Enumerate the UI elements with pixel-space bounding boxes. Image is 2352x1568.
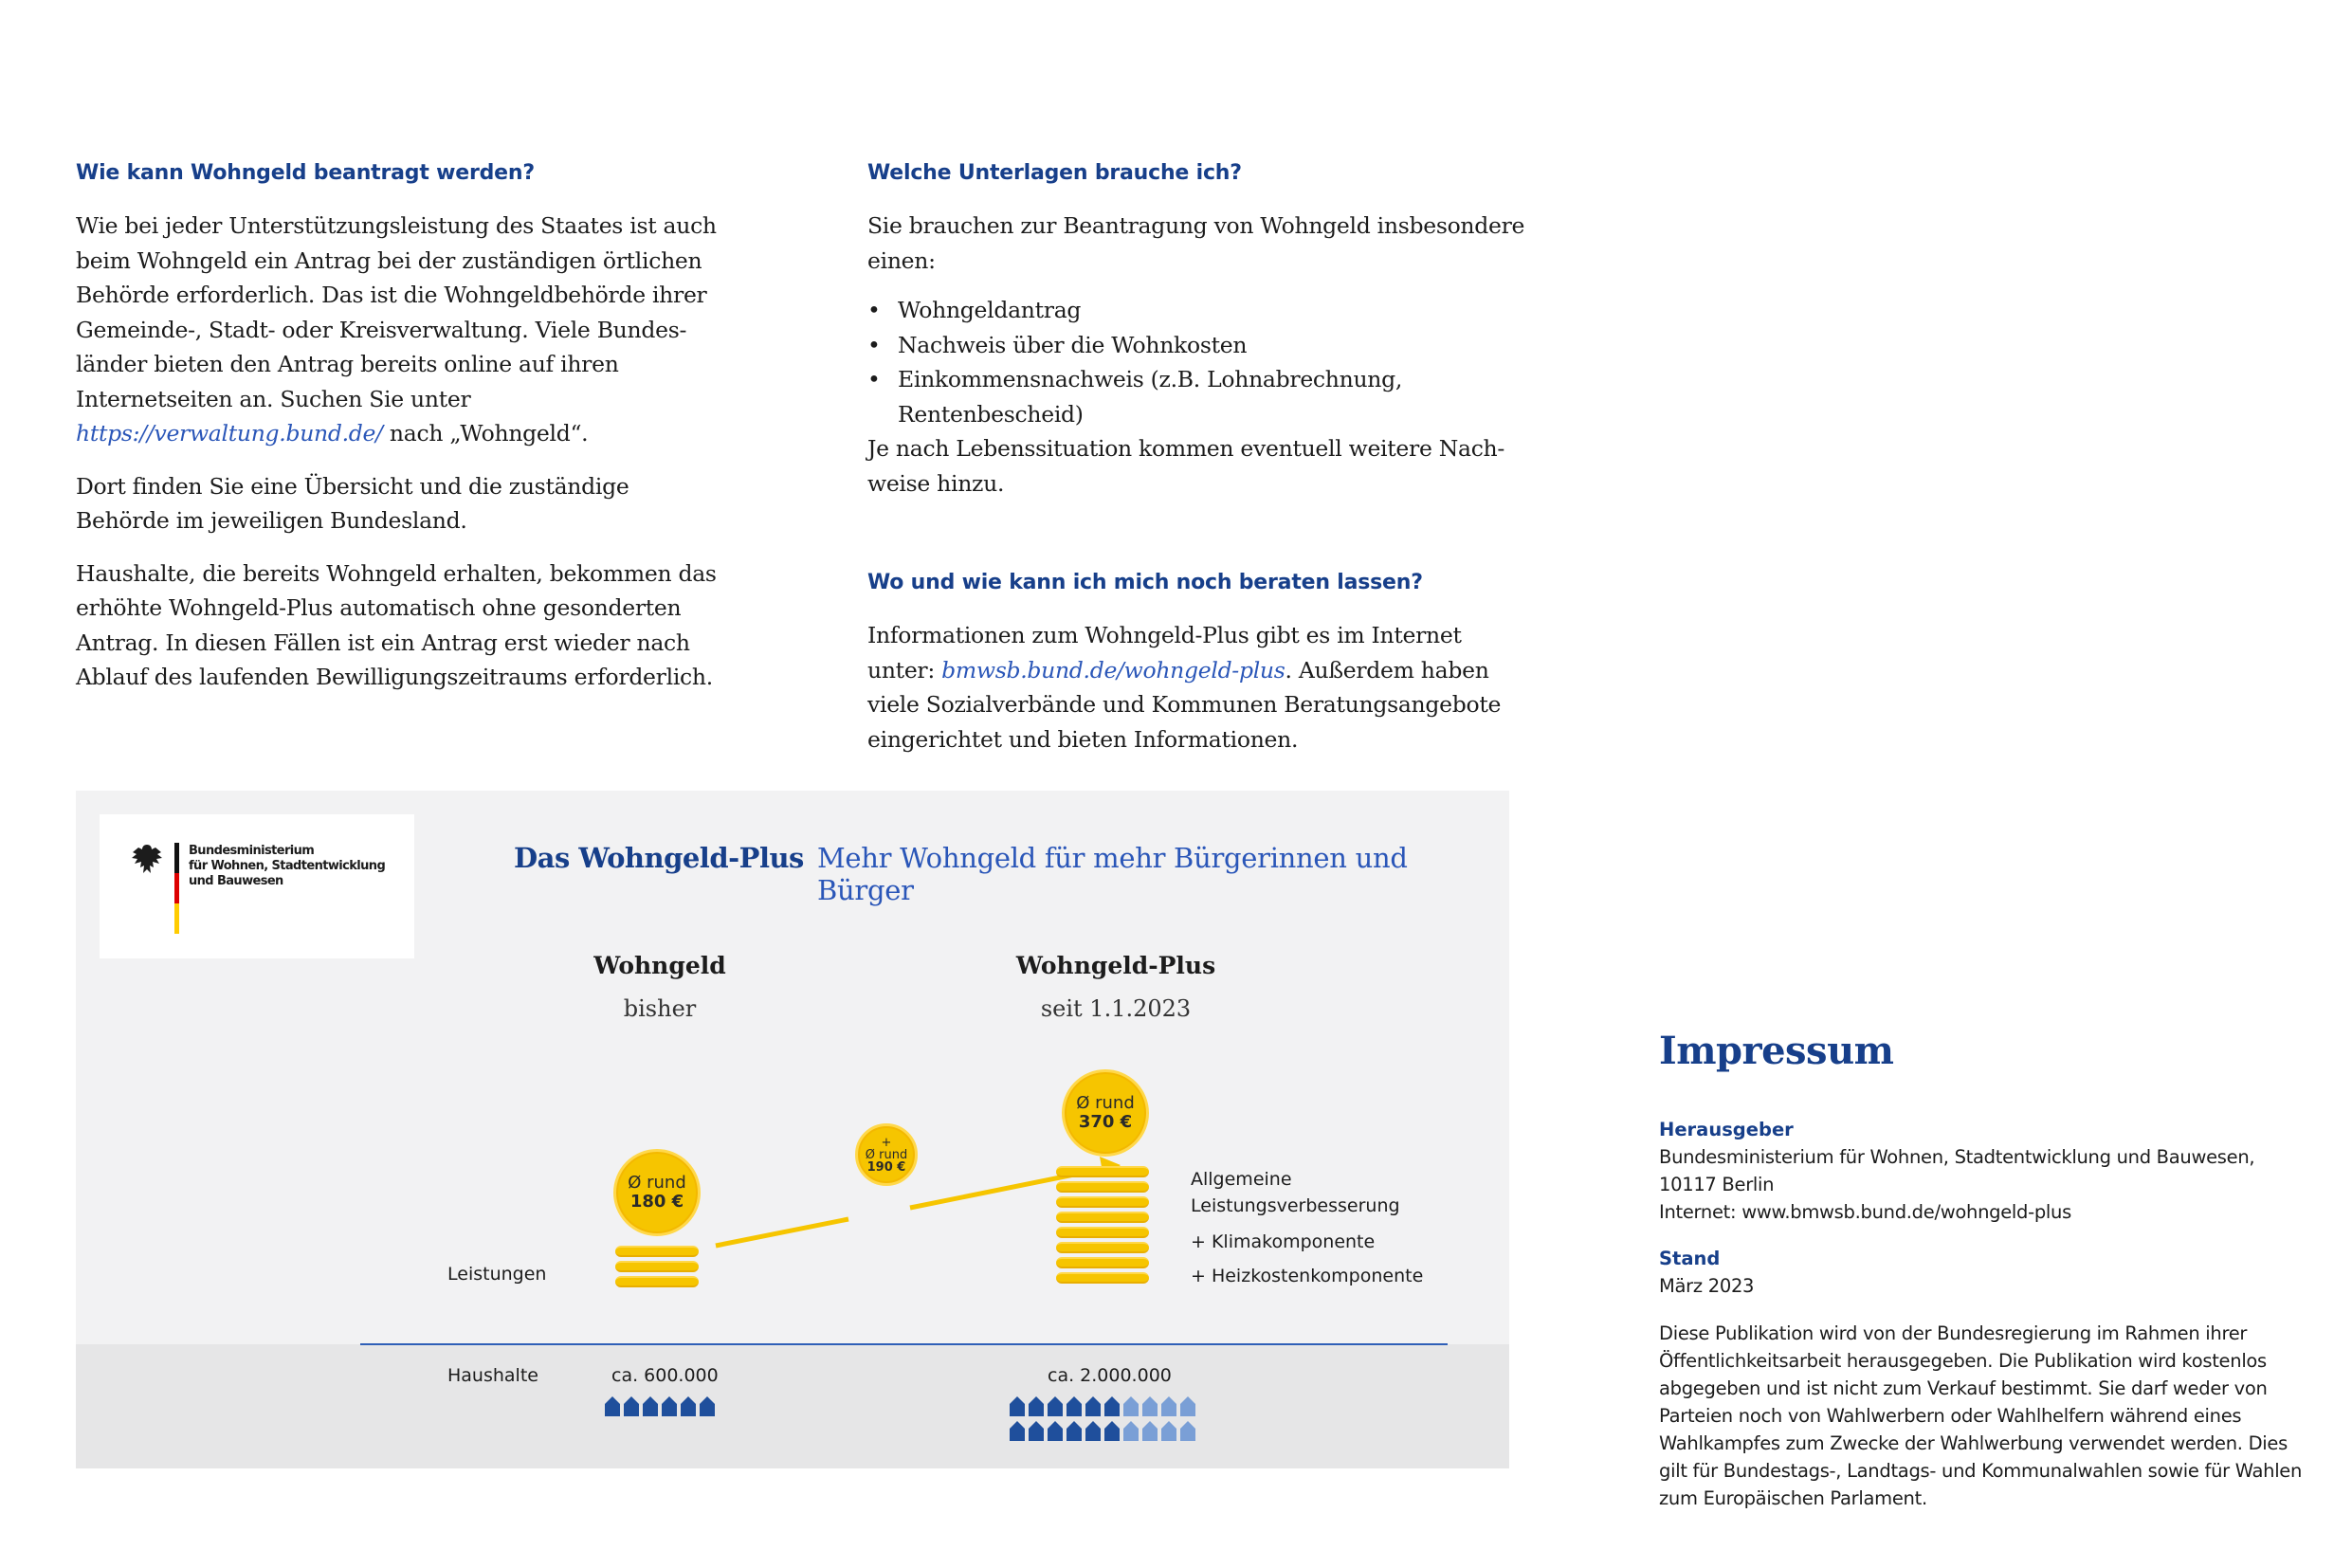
documents-list (867, 293, 1531, 431)
column-heading-wohngeld-plus: Wohngeld-Plus (1015, 952, 1216, 979)
paragraph-automatic: Haushalte, die bereits Wohngeld erhalten, bekommen das erhöhte Wohngeld-Plus automatisch ohne gesonderten Antrag. In diesen Fällen ist ein Antrag erst wieder nach Ablauf des laufenden Bewilligungszeitraums erforderlich. (76, 559, 717, 690)
note-heating: + Heizkostenkomponente (1191, 1266, 1424, 1286)
households-band (76, 1344, 1509, 1468)
column-heading-wohngeld: Wohngeld (593, 952, 726, 979)
left-column (76, 159, 720, 713)
house-icon (1029, 1420, 1044, 1441)
heading-documents: Welche Unterlagen brauche ich? (867, 161, 1242, 185)
house-icon (605, 1395, 620, 1416)
label-leistungen: Leistungen (447, 1264, 547, 1285)
house-icon (1123, 1395, 1139, 1416)
divider-line (360, 1343, 1448, 1345)
paragraph-application-end: nach „Wohngeld“. (382, 420, 589, 447)
bullet: • (867, 297, 881, 323)
house-icon (1142, 1420, 1158, 1441)
heading-application: Wie kann Wohngeld beantragt werden? (76, 161, 535, 185)
house-icon (700, 1395, 715, 1416)
heading-advice: Wo und wie kann ich mich noch beraten lassen? (867, 571, 1423, 594)
paragraph-overview: Dort finden Sie eine Übersicht und die zuständige Behörde im jeweiligen Bundesland. (76, 472, 629, 534)
coin-plus-190: + Ø rund 190 € (855, 1123, 918, 1186)
coin-370: Ø rund 370 € (1062, 1069, 1149, 1157)
paragraph-application-text: Wie bei jeder Unterstützungsleistung des Staates ist auch beim Wohngeld ein Antrag bei der zuständigen örtlichen Behörde erforderlich. Das ist die Wohngeldbehörde ihrer Gemeinde-, Stadt- oder Kreisverwaltung. Viele Bundesländer bieten den Antrag bereits online auf ihren Internetseiten an. Suchen Sie unter (76, 212, 717, 412)
house-icon (1048, 1420, 1063, 1441)
publisher-heading: Herausgeber (1659, 1119, 1794, 1140)
paragraph-advice: Informationen zum Wohngeld-Plus gibt es im Internet unter: bmwsb.bund.de/wohngeld-plus. Außerdem haben viele Sozialverbände und Kommunen Beratungsangebote eingerichtet und bieten Informationen. (867, 622, 1502, 753)
publisher-internet: Internet: www.bmwsb.bund.de/wohngeld-plus (1659, 1201, 2071, 1223)
list-item: • Wohngeldantrag (867, 293, 1531, 328)
eagle-icon (128, 841, 166, 879)
house-icon (1180, 1395, 1195, 1416)
list-item: • Nachweis über die Wohnkosten (867, 328, 1531, 363)
house-icon (1010, 1395, 1025, 1416)
german-flag (174, 843, 179, 934)
house-icon (1085, 1395, 1101, 1416)
ministry-logo (100, 814, 414, 958)
publisher-name: Bundesministerium für Wohnen, Stadtentwicklung und Bauwesen, (1659, 1146, 2255, 1168)
bullet: • (867, 366, 881, 392)
house-icon (662, 1395, 677, 1416)
infographic-subtitle: Mehr Wohngeld für mehr Bürgerinnen und Bürger (817, 842, 1408, 906)
middle-column (867, 159, 1531, 775)
house-icon (1180, 1420, 1195, 1441)
house-icon (1067, 1395, 1082, 1416)
link-bmwsb[interactable]: bmwsb.bund.de/wohngeld-plus (941, 656, 1285, 684)
paragraph-additional-proofs: Je nach Lebenssituation kommen eventuell weitere Nachweise hinzu. (867, 435, 1505, 497)
impressum (1659, 1029, 2313, 1512)
house-icon (1010, 1420, 1025, 1441)
house-icon (643, 1395, 658, 1416)
households-old-count: ca. 600.000 (611, 1365, 719, 1386)
house-icon (1067, 1420, 1082, 1441)
house-icon (1123, 1420, 1139, 1441)
house-icon (1048, 1395, 1063, 1416)
disclaimer: Diese Publikation wird von der Bundesregierung im Rahmen ihrer Öffentlichkeitsarbeit herausgegeben. Die Publikation wird kostenlos abgegeben und ist nicht zum Verkauf bestimmt. Sie darf weder von Parteien noch von Wahlwerbern oder Wahlhelfern während eines Wahlkampfes zum Zwecke der Wahlwerbung verwendet werden. Dies gilt für Bundestags-, Landtags- und Kommunalwahlen sowie für Wahlen zum Europäischen Parlament. (1659, 1322, 2303, 1509)
column-subheading-bisher: bisher (623, 995, 697, 1022)
house-icon (1161, 1395, 1176, 1416)
house-icon (1161, 1420, 1176, 1441)
infographic-title: Das Wohngeld-Plus (514, 842, 804, 874)
house-icon (681, 1395, 696, 1416)
coin-180: Ø rund 180 € (613, 1149, 701, 1236)
link-verwaltung[interactable]: https://verwaltung.bund.de/ (76, 420, 383, 447)
bullet: • (867, 331, 881, 358)
households-old-icons (605, 1395, 728, 1416)
note-climate: + Klimakomponente (1191, 1231, 1376, 1252)
paragraph-application (76, 209, 720, 451)
ministry-name: Bundesministerium für Wohnen, Stadtentwicklung und Bauwesen (189, 844, 386, 888)
column-subheading-seit: seit 1.1.2023 (1040, 995, 1192, 1022)
impressum-title: Impressum (1659, 1029, 1894, 1073)
house-icon (624, 1395, 639, 1416)
house-icon (1142, 1395, 1158, 1416)
house-icon (1029, 1395, 1044, 1416)
list-item: • Einkommensnachweis (z.B. Lohnabrechnung, Rentenbescheid) (867, 362, 1531, 431)
paragraph-documents-intro: Sie brauchen zur Beantragung von Wohngeld insbesondere einen: (867, 212, 1525, 274)
house-icon (1085, 1420, 1101, 1441)
stand-heading: Stand (1659, 1248, 1721, 1269)
coin-stack-small (615, 1246, 699, 1291)
households-new-count: ca. 2.000.000 (1048, 1365, 1172, 1386)
label-haushalte: Haushalte (447, 1365, 538, 1386)
note-general-improvement: Allgemeine Leistungsverbesserung (1191, 1169, 1400, 1216)
households-new-icons (1010, 1395, 1209, 1441)
coin-stack-large (1056, 1166, 1149, 1287)
wohngeld-infographic (76, 791, 1509, 1468)
stand-date: März 2023 (1659, 1275, 1755, 1297)
house-icon (1104, 1395, 1120, 1416)
house-icon (1104, 1420, 1120, 1441)
publisher-city: 10117 Berlin (1659, 1174, 1775, 1195)
